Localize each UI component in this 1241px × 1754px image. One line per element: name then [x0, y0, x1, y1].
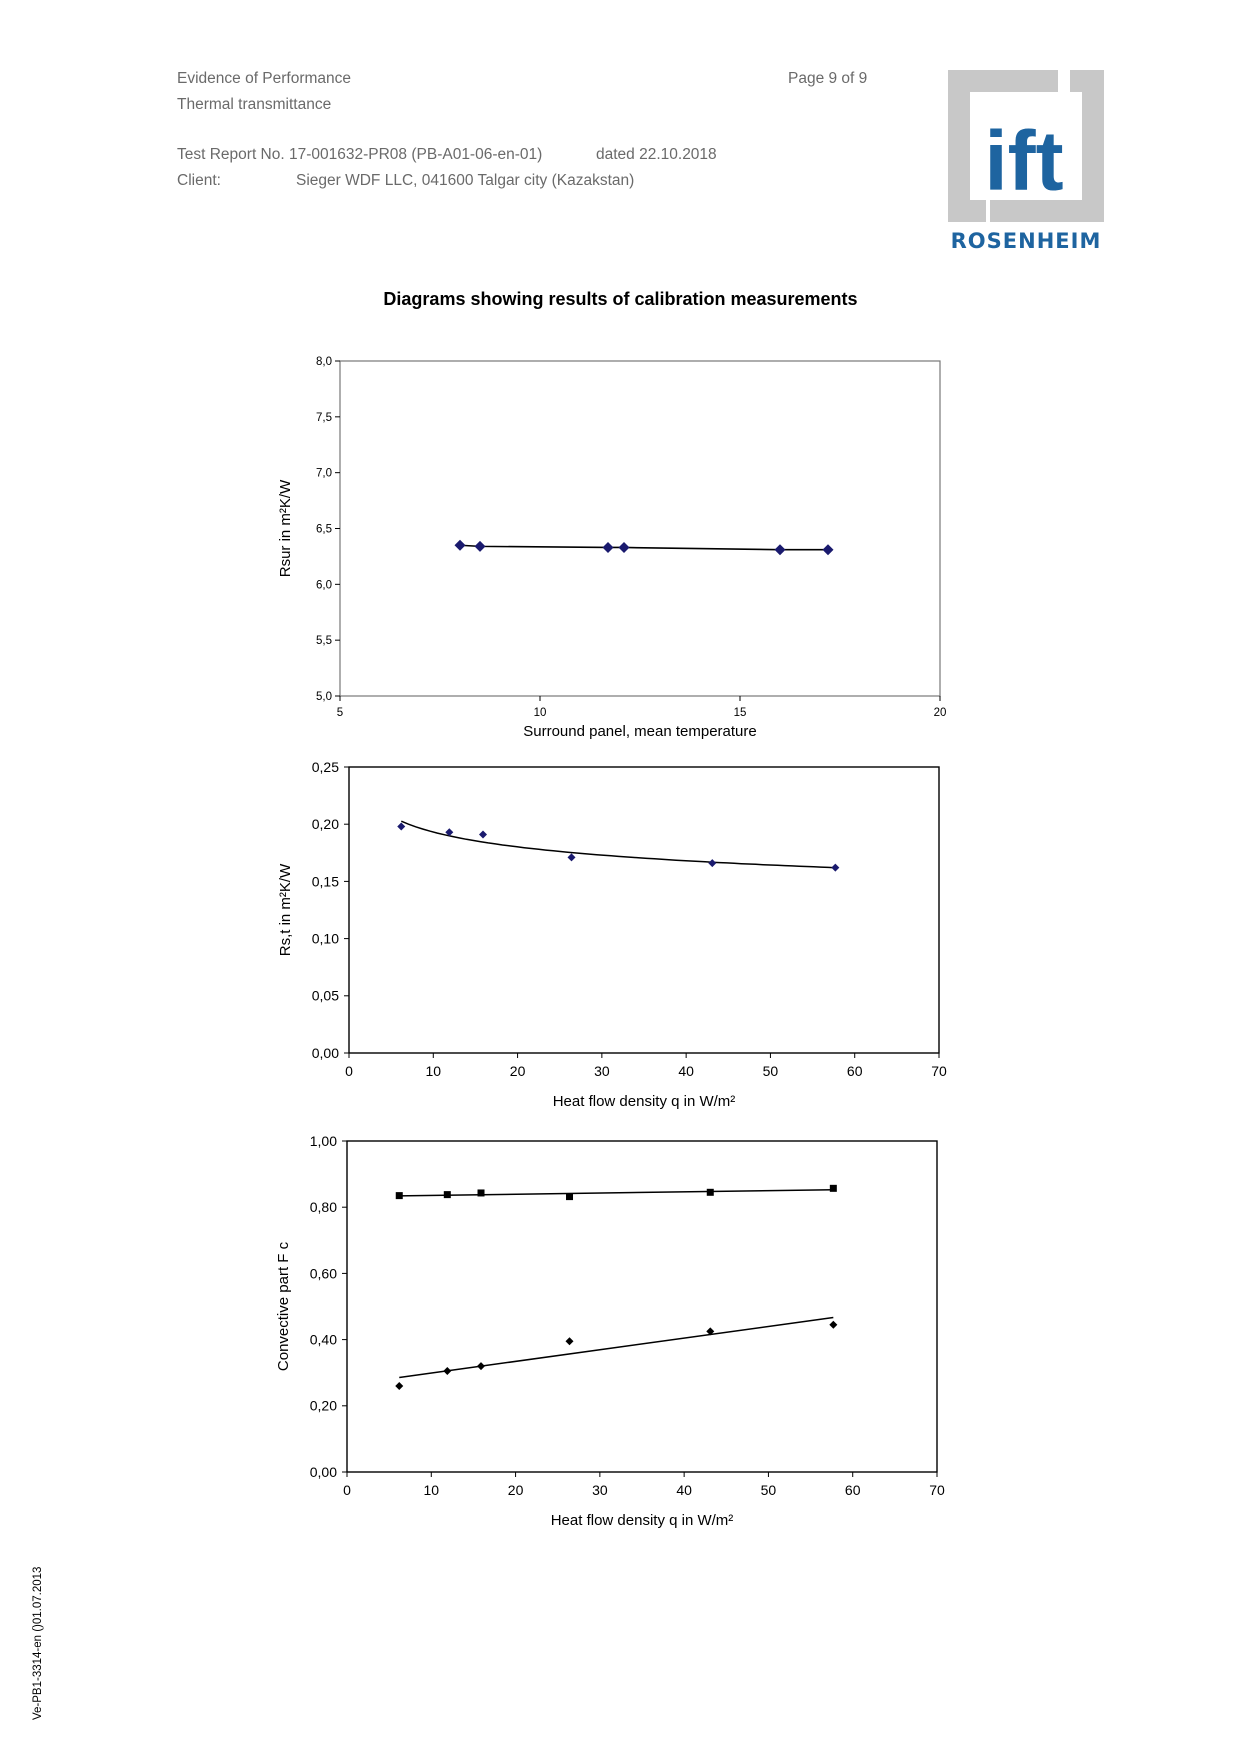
page-title: Diagrams showing results of calibration measurements: [383, 289, 858, 309]
x-tick-label: 70: [931, 1063, 947, 1079]
data-point: [566, 1193, 573, 1200]
x-tick-label: 40: [678, 1063, 694, 1079]
x-tick-label: 0: [345, 1063, 353, 1079]
y-tick-label: 0,20: [311, 816, 339, 833]
x-tick-label: 70: [929, 1482, 945, 1498]
y-tick-label: 0,20: [309, 1397, 337, 1414]
x-tick-label: 30: [594, 1063, 610, 1079]
x-tick-label: 20: [507, 1482, 524, 1498]
y-tick-label: 7,0: [316, 467, 332, 480]
header-line2: Thermal transmittance: [177, 96, 332, 113]
y-tick-label: 5,0: [316, 691, 332, 704]
x-tick-label: 10: [425, 1063, 442, 1079]
y-tick-label: 0,25: [311, 758, 339, 775]
data-point: [396, 1192, 403, 1199]
x-tick-label: 20: [509, 1063, 526, 1079]
x-tick-label: 5: [336, 707, 344, 719]
y-tick-label: 0,00: [311, 1044, 339, 1061]
header-line1: Evidence of Performance: [177, 70, 352, 87]
x-tick-label: 50: [762, 1063, 779, 1079]
data-point: [707, 1189, 714, 1196]
y-tick-label: 0,10: [311, 930, 339, 947]
y-tick-label: 0,40: [309, 1331, 337, 1348]
trend-line: [399, 1190, 833, 1196]
side-code: Ve-PB1-3314-en ()01.07.2013: [32, 1566, 44, 1720]
x-tick-label: 20: [933, 707, 947, 719]
data-point: [395, 1382, 403, 1390]
page-number: Page 9 of 9: [788, 70, 868, 87]
client-label: Client:: [177, 172, 221, 189]
y-axis-label: Rs,t in m²K/W: [277, 863, 294, 957]
logo-subtitle: ROSENHEIM: [950, 229, 1102, 253]
y-tick-label: 7,5: [316, 411, 332, 424]
client-value: Sieger WDF LLC, 041600 Talgar city (Kazakstan): [296, 172, 635, 189]
y-tick-label: 5,5: [316, 635, 332, 648]
x-tick-label: 10: [423, 1482, 440, 1498]
x-tick-label: 10: [533, 707, 547, 719]
x-tick-label: 30: [592, 1482, 608, 1498]
x-tick-label: 60: [846, 1063, 863, 1079]
plot-frame: [347, 1141, 937, 1472]
x-tick-label: 40: [676, 1482, 692, 1498]
y-tick-label: 0,00: [309, 1463, 337, 1480]
data-point: [566, 1337, 574, 1345]
report-number: Test Report No. 17-001632-PR08 (PB-A01-06-en-01): [177, 146, 543, 163]
y-tick-label: 0,15: [311, 873, 339, 890]
x-tick-label: 60: [844, 1482, 861, 1498]
data-point: [830, 1185, 837, 1192]
y-tick-label: 6,0: [316, 579, 332, 592]
y-tick-label: 1,00: [309, 1132, 337, 1149]
x-axis-label: Heat flow density q in W/m²: [550, 1512, 734, 1529]
x-axis-label: Heat flow density q in W/m²: [552, 1093, 736, 1110]
y-axis-label: Rsur in m²K/W: [277, 479, 294, 578]
data-point: [829, 1321, 837, 1329]
y-tick-label: 6,5: [316, 523, 332, 536]
x-tick-label: 50: [760, 1482, 777, 1498]
y-axis-label: Convective part F c: [275, 1241, 292, 1372]
data-point: [478, 1189, 485, 1196]
report-date: dated 22.10.2018: [596, 146, 717, 163]
x-tick-label: 15: [733, 707, 747, 719]
x-axis-label: Surround panel, mean temperature: [523, 723, 757, 740]
y-tick-label: 0,60: [309, 1265, 337, 1282]
trend-line: [399, 1317, 833, 1377]
logo-text: ift: [984, 114, 1064, 208]
y-tick-label: 8,0: [316, 356, 332, 369]
data-point: [443, 1367, 451, 1375]
data-point: [444, 1191, 451, 1198]
data-point: [477, 1362, 485, 1370]
y-tick-label: 0,05: [311, 987, 339, 1004]
y-tick-label: 0,80: [309, 1199, 337, 1216]
x-tick-label: 0: [343, 1482, 351, 1498]
